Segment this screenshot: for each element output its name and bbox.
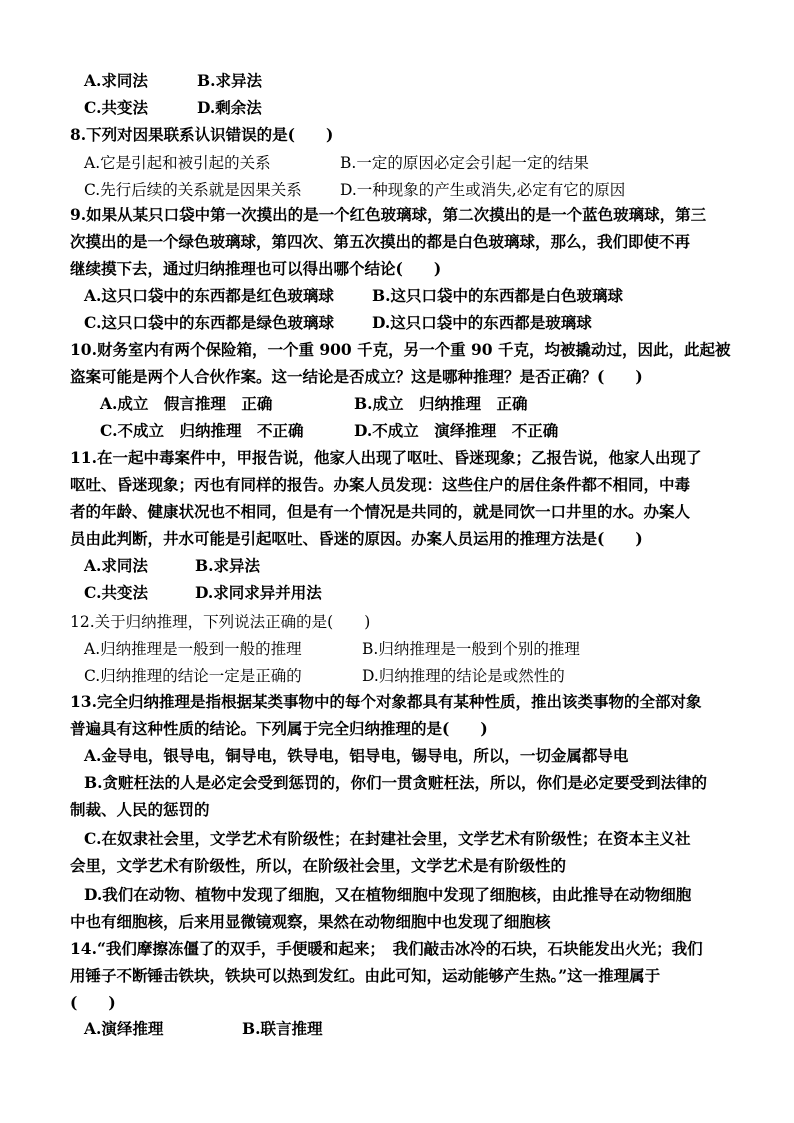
q10-stem-line-2: 盗案可能是两个人合伙作案。这一结论是否成立？这是哪种推理？是否正确？( ) xyxy=(70,367,643,386)
q11-stem-line-3: 者的年龄、健康状况也不相同，但是有一个情况是共同的，就是同饮一口井里的水。办案人 xyxy=(70,502,691,521)
q14-stem-line-1: 14.“我们摩擦冻僵了的双手，手便暖和起来； 我们敲击冰冷的石块，石块能发出火光；我们 xyxy=(70,939,703,958)
q11-stem-line-4: 员由此判断，井水可能是引起呕吐、昏迷的原因。办案人员运用的推理方法是( ) xyxy=(70,529,643,548)
q11-stem-line-2: 呕吐、昏迷现象；丙也有同样的报告。办案人员发现：这些住户的居住条件都不相同，中毒 xyxy=(70,475,691,494)
q13-option-d-line-1: D.我们在动物、植物中发现了细胞，又在植物细胞中发现了细胞核，由此推导在动物细胞 xyxy=(84,885,692,904)
q10-option-d: D.不成立 演绎推理 不正确 xyxy=(354,421,559,440)
q9-option-d: D.这只口袋中的东西都是玻璃球 xyxy=(372,313,592,332)
q13-option-b-line-2: 制裁、人民的惩罚的 xyxy=(70,800,210,819)
q14-option-b: B.联言推理 xyxy=(242,1019,323,1038)
q10-stem-line-1: 10.财务室内有两个保险箱，一个重 900 千克，另一个重 90 千克，均被撬动过，因此，此起被 xyxy=(70,340,731,359)
q11-option-d: D.求同求异并用法 xyxy=(195,583,322,602)
q13-option-b-line-1: B.贪赃枉法的人是必定会受到惩罚的，你们一贯贪赃枉法，所以，你们是必定要受到法律的 xyxy=(84,773,708,792)
q12-stem: 12.关于归纳推理，下列说法正确的是( ) xyxy=(70,613,371,631)
q12-option-a: A.归纳推理是一般到一般的推理 xyxy=(84,640,302,658)
q9-option-b: B.这只口袋中的东西都是白色玻璃球 xyxy=(372,286,623,305)
q7-option-c: C.共变法 xyxy=(84,98,148,117)
q13-option-c-line-1: C.在奴隶社会里，文学艺术有阶级性；在封建社会里，文学艺术有阶级性；在资本主义社 xyxy=(84,829,691,848)
q13-option-a: A.金导电，银导电，铜导电，铁导电，铝导电，锡导电，所以，一切金属都导电 xyxy=(84,746,629,765)
q8-option-b: B.一定的原因必定会引起一定的结果 xyxy=(340,154,589,172)
q12-option-c: C.归纳推理的结论一定是正确的 xyxy=(84,667,302,685)
q8-option-c: C.先行后续的关系就是因果关系 xyxy=(84,181,302,199)
q13-option-d-line-2: 中也有细胞核，后来用显微镜观察，果然在动物细胞中也发现了细胞核 xyxy=(70,912,551,931)
q13-option-c-line-2: 会里，文学艺术有阶级性，所以，在阶级社会里，文学艺术是有阶级性的 xyxy=(70,856,567,875)
q7-option-d: D.剩余法 xyxy=(197,98,262,117)
q9-option-c: C.这只口袋中的东西都是绿色玻璃球 xyxy=(84,313,334,332)
q11-option-b: B.求异法 xyxy=(195,556,260,575)
q13-stem-line-1: 13.完全归纳推理是指根据某类事物中的每个对象都具有某种性质，推出该类事物的全部对象 xyxy=(70,692,702,711)
q12-option-b: B.归纳推理是一般到个别的推理 xyxy=(362,640,580,658)
q9-stem-line-1: 9.如果从某只口袋中第一次摸出的是一个红色玻璃球，第二次摸出的是一个蓝色玻璃球，第三 xyxy=(70,205,707,224)
q14-option-a: A.演绎推理 xyxy=(84,1019,164,1038)
q8-option-a: A.它是引起和被引起的关系 xyxy=(84,154,271,172)
q10-option-a: A.成立 假言推理 正确 xyxy=(100,394,273,413)
q10-option-c: C.不成立 归纳推理 不正确 xyxy=(100,421,304,440)
q7-option-b: B.求异法 xyxy=(197,71,262,90)
q7-option-a: A.求同法 xyxy=(84,71,148,90)
q12-option-d: D.归纳推理的结论是或然性的 xyxy=(362,667,565,685)
q11-option-c: C.共变法 xyxy=(84,583,148,602)
q9-stem-line-2: 次摸出的是一个绿色玻璃球，第四次、第五次摸出的都是白色玻璃球，那么，我们即使不再 xyxy=(70,232,691,251)
q14-stem-line-3: ( ) xyxy=(70,993,116,1012)
q9-stem-line-3: 继续摸下去，通过归纳推理也可以得出哪个结论( ) xyxy=(70,259,442,278)
q9-option-a: A.这只口袋中的东西都是红色玻璃球 xyxy=(84,286,334,305)
q14-stem-line-2: 用锤子不断锤击铁块，铁块可以热到发红。由此可知，运动能够产生热。”这一推理属于 xyxy=(70,966,661,985)
q11-option-a: A.求同法 xyxy=(84,556,148,575)
q10-option-b: B.成立 归纳推理 正确 xyxy=(354,394,528,413)
q8-stem: 8.下列对因果联系认识错误的是( ) xyxy=(70,125,334,144)
q8-option-d: D.一种现象的产生或消失,必定有它的原因 xyxy=(340,181,626,199)
q11-stem-line-1: 11.在一起中毒案件中，甲报告说，他家人出现了呕吐、昏迷现象；乙报告说，他家人出现了 xyxy=(70,448,702,467)
q13-stem-line-2: 普遍具有这种性质的结论。下列属于完全归纳推理的是( ) xyxy=(70,719,488,738)
